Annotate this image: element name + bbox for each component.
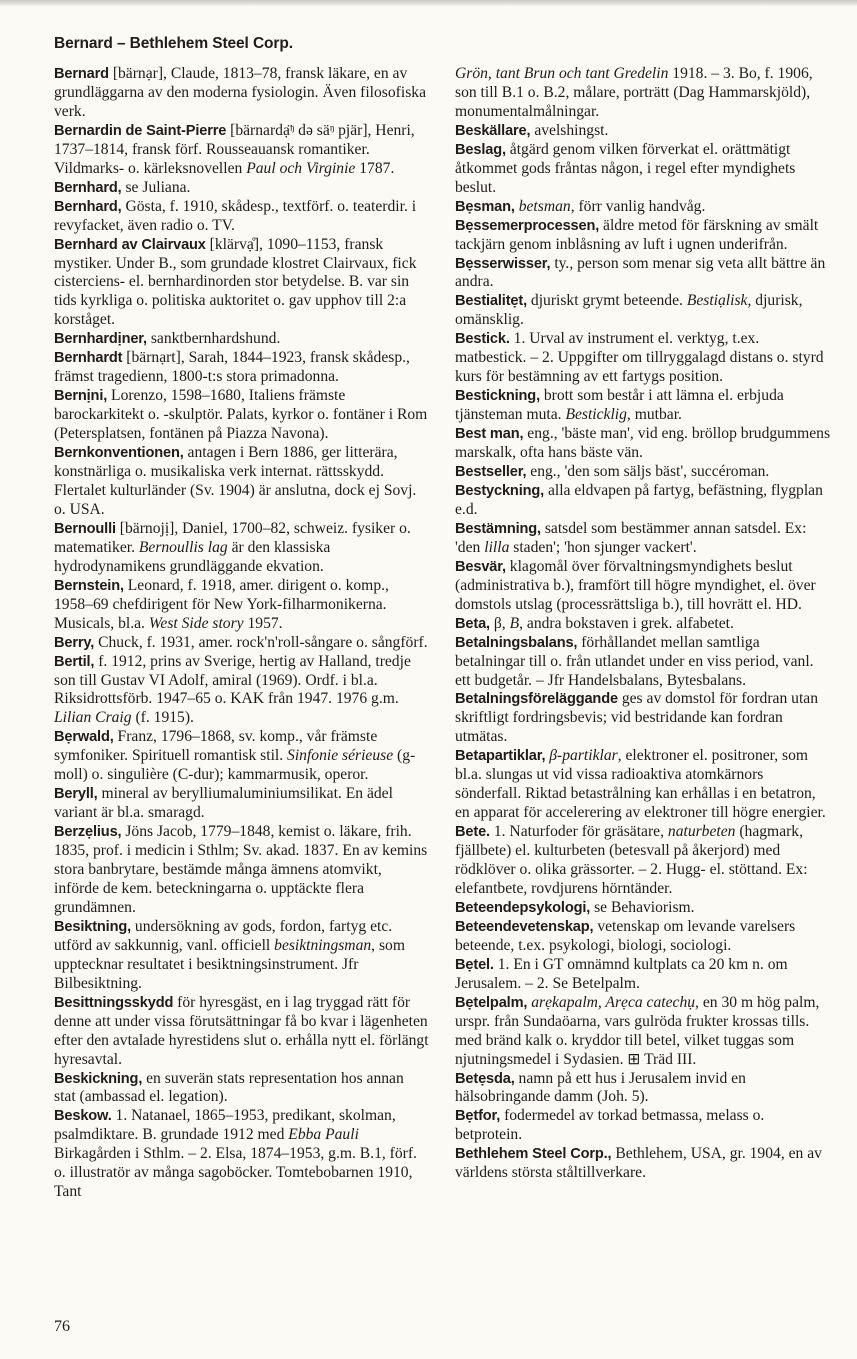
entry-body: f. 1912, prins av Sverige, hertig av Halland, tredje son till Gustav VI Adolf, amiral (1969). Ordf. i bl.a. Riksidrottsförb. 1947–65 o. KAK från 1947. 1976 g.m.	[54, 652, 411, 708]
entry-body: [bärnạr], Claude, 1813–78, fransk läkare, en av grundläggarna av den moderna fysiologin. Även filosofiska verk.	[54, 65, 426, 120]
entry-body-tail: , andra bokstaven i grek. alfabetet.	[519, 614, 734, 632]
entry-body: se Juliana.	[121, 178, 191, 196]
entry-body: Leonard, f. 1918, amer. dirigent o. komp., 1958–69 chefdirigent för New York-filharmonikerna. Musicals, bl.a.	[54, 576, 389, 632]
dictionary-entry	[455, 387, 833, 425]
entry-body: [bärnạrt], Sarah, 1844–1923, fransk skådesp., främst tragedienn, 1800-t:s stora primadonna.	[54, 349, 410, 386]
dictionary-entry	[54, 785, 429, 823]
entry-body: Gösta, f. 1910, skådesp., textförf. o. teaterdir. i revyfacket, även radio o. TV.	[54, 197, 417, 234]
dictionary-entry	[54, 387, 429, 444]
entry-body: 1. Natanael, 1865–1953, predikant, skolman, psalmdiktare. B. grundade 1912 med	[54, 1107, 396, 1144]
entry-headword: Bẹtfor,	[455, 1108, 501, 1125]
entry-body: 1. Urval av instrument el. verktyg, t.ex. matbestick. – 2. Uppgifter om tillryggalagd distans o. styrd kurs för bestämning av ett fartygs position.	[455, 330, 824, 386]
entry-headword: Beteendevetenskap,	[455, 918, 594, 935]
entry-italic: arẹkapalm, Arẹca catechụ	[531, 993, 696, 1011]
entry-headword: Bestyckning,	[455, 482, 545, 499]
entry-italic: Grön, tant Brun och tant Gredelin	[455, 65, 669, 82]
dictionary-entry	[455, 690, 833, 747]
dictionary-entry	[455, 330, 833, 387]
entry-body-tail: , förr vanlig handvåg.	[570, 197, 706, 215]
entry-italic: Sinfonie sérieuse	[287, 747, 394, 765]
entry-headword: Betapartiklar,	[455, 748, 546, 765]
entry-headword: Beteendepsykologi,	[455, 899, 591, 916]
entry-italic: Paul och Virginie	[246, 159, 356, 177]
entry-headword: Bernhard,	[54, 179, 122, 196]
entry-headword: Bernard	[54, 66, 109, 82]
dictionary-entry	[455, 217, 833, 255]
entry-headword: Bẹssemerprocessen,	[455, 217, 600, 234]
dictionary-entry	[455, 198, 833, 217]
running-head: Bernard – Bethlehem Steel Corp.	[54, 35, 293, 52]
entry-headword: Bẹtel.	[455, 956, 494, 973]
dictionary-entry	[455, 634, 833, 691]
entry-headword: Bẹrwald,	[54, 729, 114, 746]
entry-headword: Bernoulli	[54, 520, 116, 537]
entry-body: brott som består i att lämna el. erbjuda tjänsteman muta.	[455, 387, 784, 424]
dictionary-entry	[455, 747, 833, 823]
entry-headword: Bẹsserwisser,	[455, 255, 551, 272]
dictionary-entry	[54, 520, 429, 577]
entry-body: eng., 'den som säljs bäst', succéroman.	[526, 463, 770, 481]
page-top-edge	[0, 0, 857, 6]
entry-body: fodermedel av torkad betmassa, melass o. betprotein.	[455, 1107, 765, 1144]
entry-body-tail: 1918. – 3. Bo, f. 1906, son till B.1 o. B.2, målare, porträtt (Dag Hammarskjöld), monumentalmålningar.	[455, 65, 813, 120]
entry-headword: Bestialitẹt,	[455, 293, 528, 310]
entry-headword: Bete.	[455, 824, 490, 841]
page-number: 76	[54, 1318, 70, 1335]
entry-italic: besiktningsman	[274, 936, 372, 954]
entry-headword: Best man,	[455, 426, 524, 443]
dictionary-entry	[54, 179, 429, 198]
dictionary-entry	[54, 653, 429, 729]
dictionary-entry	[54, 823, 429, 918]
dictionary-entry	[54, 236, 429, 331]
dictionary-entry	[455, 482, 833, 520]
entry-headword: Betalningsbalans,	[455, 634, 578, 651]
entry-headword: Bernịni,	[54, 388, 108, 405]
dictionary-entry	[54, 1107, 429, 1202]
entry-body-tail: Birkagården i Sthlm. – 2. Elsa, 1874–1953, g.m. B.1, förf. o. illustratör av många sagoböcker. Tomtebobarnen 1910, Tant	[54, 1145, 417, 1201]
dictionary-entry	[54, 330, 429, 349]
entry-headword: Beryll,	[54, 786, 98, 803]
entry-body: eng., 'bäste man', vid eng. bröllop brudgummens marskalk, ofta hans bäste vän.	[455, 425, 831, 462]
entry-headword: Bẹsman,	[455, 198, 515, 215]
dictionary-entry	[455, 899, 833, 918]
dictionary-entry	[455, 425, 833, 463]
entry-body: Jöns Jacob, 1779–1848, kemist o. läkare, frih. 1835, prof. i medicin i Sthlm; Sv. akad. 1837. En av kemins stora banbrytare, bestämde många ämnens atomvikt, införde de kem. beteckningarna o. upptäckte flera grundämnen.	[54, 823, 428, 916]
dictionary-entry	[455, 255, 833, 293]
dictionary-entry	[455, 463, 833, 482]
entry-body: 1. En i GT omnämnd kultplats ca 20 km n. om Jerusalem. – 2. Se Betelpalm.	[455, 955, 788, 992]
dictionary-entry	[455, 1145, 833, 1183]
entry-italic: Ebba Pauli	[288, 1126, 359, 1144]
dictionary-entry	[455, 615, 833, 634]
dictionary-entry	[54, 994, 429, 1070]
entry-body: klagomål över förvaltningsmyndighets beslut (administrativa b.), framfört till högre myndighet, el. över domstols utslag (processrättsliga b.), till hovrätt el. HD.	[455, 557, 816, 613]
entry-italic: B	[509, 614, 520, 632]
dictionary-entry	[455, 1107, 833, 1145]
entry-body: se Behaviorism.	[590, 898, 695, 916]
entry-headword: Besittningsskydd	[54, 994, 174, 1011]
entry-body-tail: (f. 1915).	[131, 709, 194, 727]
entry-body: förhållandet mellan samtliga betalningar till o. från utlandet under en viss period, vanl. ett budgetår. – Jfr Handelsbalans, Bytesbalans.	[455, 633, 814, 689]
dictionary-entry	[54, 198, 429, 236]
entry-headword: Bernhard av Clairvaux	[54, 236, 206, 253]
entry-body: Bethlehem, USA, gr. 1904, en av världens största ståltillverkare.	[455, 1145, 822, 1182]
entry-headword: Beskickning,	[54, 1070, 143, 1087]
entry-headword: Beskällare,	[455, 122, 531, 139]
entry-headword: Besiktning,	[54, 918, 132, 935]
entry-body: vetenskap om levande varelsers beteende, t.ex. psykologi, biologi, sociologi.	[455, 917, 796, 954]
dictionary-entry	[54, 349, 429, 387]
entry-body: åtgärd genom vilken förverkat el. orättmätigt åtkommet gods fråntas någon, i regel efter myndighets beslut.	[455, 140, 796, 196]
entry-body: djuriskt grymt beteende.	[527, 292, 687, 310]
entry-body-tail: , som upptecknar resultatet i besiktningsinstrument. Jfr Bilbesiktning.	[54, 936, 405, 992]
dictionary-entry	[54, 577, 429, 634]
entry-body: äldre metod för färskning av smält tackjärn genom inblåsning av luft i ugnen underifrån.	[455, 216, 819, 253]
entry-headword: Bernstein,	[54, 577, 124, 594]
dictionary-entry	[54, 634, 429, 653]
entry-headword: Bestickning,	[455, 388, 540, 405]
entry-italic: Lilian Craig	[54, 709, 132, 727]
entry-headword: Bertil,	[54, 653, 95, 670]
entry-body-tail: 1787.	[355, 159, 395, 177]
entry-headword: Bernkonventionen,	[54, 445, 184, 462]
dictionary-entry	[455, 558, 833, 615]
entry-body-tail: (hagmark, fjällbete) el. kulturbeten (betesvall på åkerjord) med rödklöver o. olika grässorter. – 2. Hugg- el. stöttand. Ex: elefantbete, rovdjurens hörntänder.	[455, 823, 808, 897]
entry-headword: Beta,	[455, 615, 490, 632]
entry-body: 1. Naturfoder för gräsätare,	[489, 823, 668, 841]
entry-italic: naturbeten	[667, 823, 736, 841]
entry-headword: Bernhardịner,	[54, 331, 147, 348]
dictionary-entry	[54, 728, 429, 785]
entry-body: avelshingst.	[530, 121, 609, 139]
entry-headword: Bestseller,	[455, 464, 527, 481]
entry-headword: Berry,	[54, 634, 95, 651]
dictionary-entry	[54, 65, 429, 122]
dictionary-entry	[455, 520, 833, 558]
entry-headword: Bernhardt	[54, 350, 123, 367]
entry-headword: Beskow.	[54, 1108, 112, 1125]
dictionary-entry	[455, 1070, 833, 1108]
dictionary-entry	[455, 918, 833, 956]
entry-body-tail: , en 30 m hög palm, urspr. från Sundaöarna, vars gulröda frukter krossas tills. med bränd kalk o. kryddor till betel, vilket tuggas som njutningsmedel i Sydasien. ⊞ Träd III.	[455, 993, 820, 1068]
dictionary-entry	[455, 65, 833, 122]
dictionary-entry	[455, 994, 833, 1070]
dictionary-entry	[455, 122, 833, 141]
dictionary-entry	[54, 444, 429, 520]
entry-body: Lorenzo, 1598–1680, Italiens främste barockarkitekt o. -skulptör. Palats, kyrkor o. fontäner i Rom (Petersplatsen, fontänen på Piazza Navona).	[54, 387, 428, 443]
entry-body: [klärvạ̊], 1090–1153, fransk mystiker. Under B., som grundade klostret Clairvaux, fick cisterciens- el. bernhardinorden stor betydelse. B. var sin tids kyrkliga o. politiska auktoritet o. gav upphov till 2:a korståget.	[54, 235, 417, 329]
entry-italic: Besticklig	[565, 406, 627, 424]
entry-body: en suverän stats representation hos annan stat (ambassad el. legation).	[54, 1069, 404, 1106]
left-column	[54, 65, 429, 1202]
entry-body-tail: staden'; 'hon sjunger vackert'.	[509, 538, 697, 556]
entry-body: β,	[489, 614, 510, 632]
entry-body-tail: , mutbar.	[626, 406, 682, 424]
dictionary-entry	[54, 122, 429, 179]
entry-body: ty., person som menar sig veta allt bättre än andra.	[455, 254, 826, 291]
entry-italic: Bestiạlisk	[686, 292, 748, 310]
entry-body: satsdel som bestämmer annan satsdel. Ex: 'den	[455, 519, 807, 556]
dictionary-entry	[455, 141, 833, 198]
entry-headword: Bẹtelpalm,	[455, 994, 528, 1011]
entry-headword: Beslag,	[455, 141, 506, 158]
dictionary-entry	[455, 823, 833, 899]
entry-body-tail: 1957.	[243, 614, 283, 632]
entry-body-tail: , djurisk, omänsklig.	[455, 292, 803, 329]
entry-headword: Betẹsda,	[455, 1070, 515, 1087]
entry-headword: Bernhard,	[54, 198, 122, 215]
dictionary-entry	[455, 956, 833, 994]
entry-headword: Besvär,	[455, 558, 506, 575]
entry-body: antagen i Bern 1886, ger litterära, konstnärliga o. musikaliska verk internat. rättsskydd. Flertalet kulturländer (Sv. 1904) är anslutna, dock ej Sovj. o. USA.	[54, 444, 417, 518]
entry-italic: West Side story	[148, 614, 244, 632]
entry-headword: Bestick.	[455, 331, 510, 348]
entry-italic: lilla	[484, 538, 510, 556]
entry-headword: Bethlehem Steel Corp.,	[455, 1146, 612, 1163]
entry-italic: β-partiklar	[549, 747, 618, 765]
entry-body: sanktbernhardshund.	[146, 330, 281, 348]
entry-italic: betsman	[518, 197, 571, 215]
entry-body: [bärnojị], Daniel, 1700–82, schweiz. fysiker o. matematiker.	[54, 519, 411, 556]
entry-body: Franz, 1796–1868, sv. komp., vår främste symfoniker. Spirituell romantisk stil.	[54, 728, 378, 765]
dictionary-entry	[54, 918, 429, 994]
entry-italic: Bernoullis lag	[138, 538, 228, 556]
entry-body: mineral av berylliumaluminiumsilikat. En ädel variant är bl.a. smaragd.	[54, 785, 393, 822]
entry-body: namn på ett hus i Jerusalem invid en hälsobringande damm (Joh. 5).	[455, 1069, 746, 1106]
entry-body-tail: (g-moll) o. singulière (C-dur); kammarmusik, operor.	[54, 747, 416, 784]
dictionary-entry	[54, 1070, 429, 1108]
entry-headword: Bestämning,	[455, 520, 541, 537]
dictionary-entry	[455, 292, 833, 330]
entry-body: ges av domstol för fordran utan skriftligt fordringsbevis; vid bestridande kan fordran utmätas.	[455, 690, 819, 746]
entry-headword: Bernardin de Saint-Pierre	[54, 122, 227, 139]
entry-body: Chuck, f. 1931, amer. rock'n'roll-sångare o. sångförf.	[94, 633, 428, 651]
entry-body: alla eldvapen på fartyg, befästning, flygplan e.d.	[455, 481, 823, 518]
entry-body: för hyresgäst, en i lag tryggad rätt för denne att under vissa förutsättningar få bo kvar i lägenheten efter den avtalade hyrestidens slut o. erhålla nytt el. förlängt hyresavtal.	[54, 993, 429, 1068]
entry-headword: Betalningsföreläggande	[455, 691, 618, 708]
entry-body-tail: , elektroner el. positroner, som bl.a. slungas ut vid vissa radioaktiva atomkärnors sönderfall. Riktad betastrålning kan erhållas i en betatron, en apparat för accelerering av elektroner till högre energier.	[455, 747, 826, 822]
right-column	[455, 65, 833, 1183]
entry-body: [bärnardạ̈ᵑ də säᵑ pjär], Henri, 1737–1814, fransk förf. Rousseauansk romantiker. Vildmarks- o. kärleksnovellen	[54, 121, 415, 177]
entry-body: undersökning av gods, fordon, fartyg etc. utförd av sakkunnig, vanl. officiell	[54, 917, 393, 954]
entry-body-tail: är den klassiska hydrodynamikens grundläggande ekvation.	[54, 538, 331, 575]
entry-headword: Berzẹlius,	[54, 824, 122, 841]
